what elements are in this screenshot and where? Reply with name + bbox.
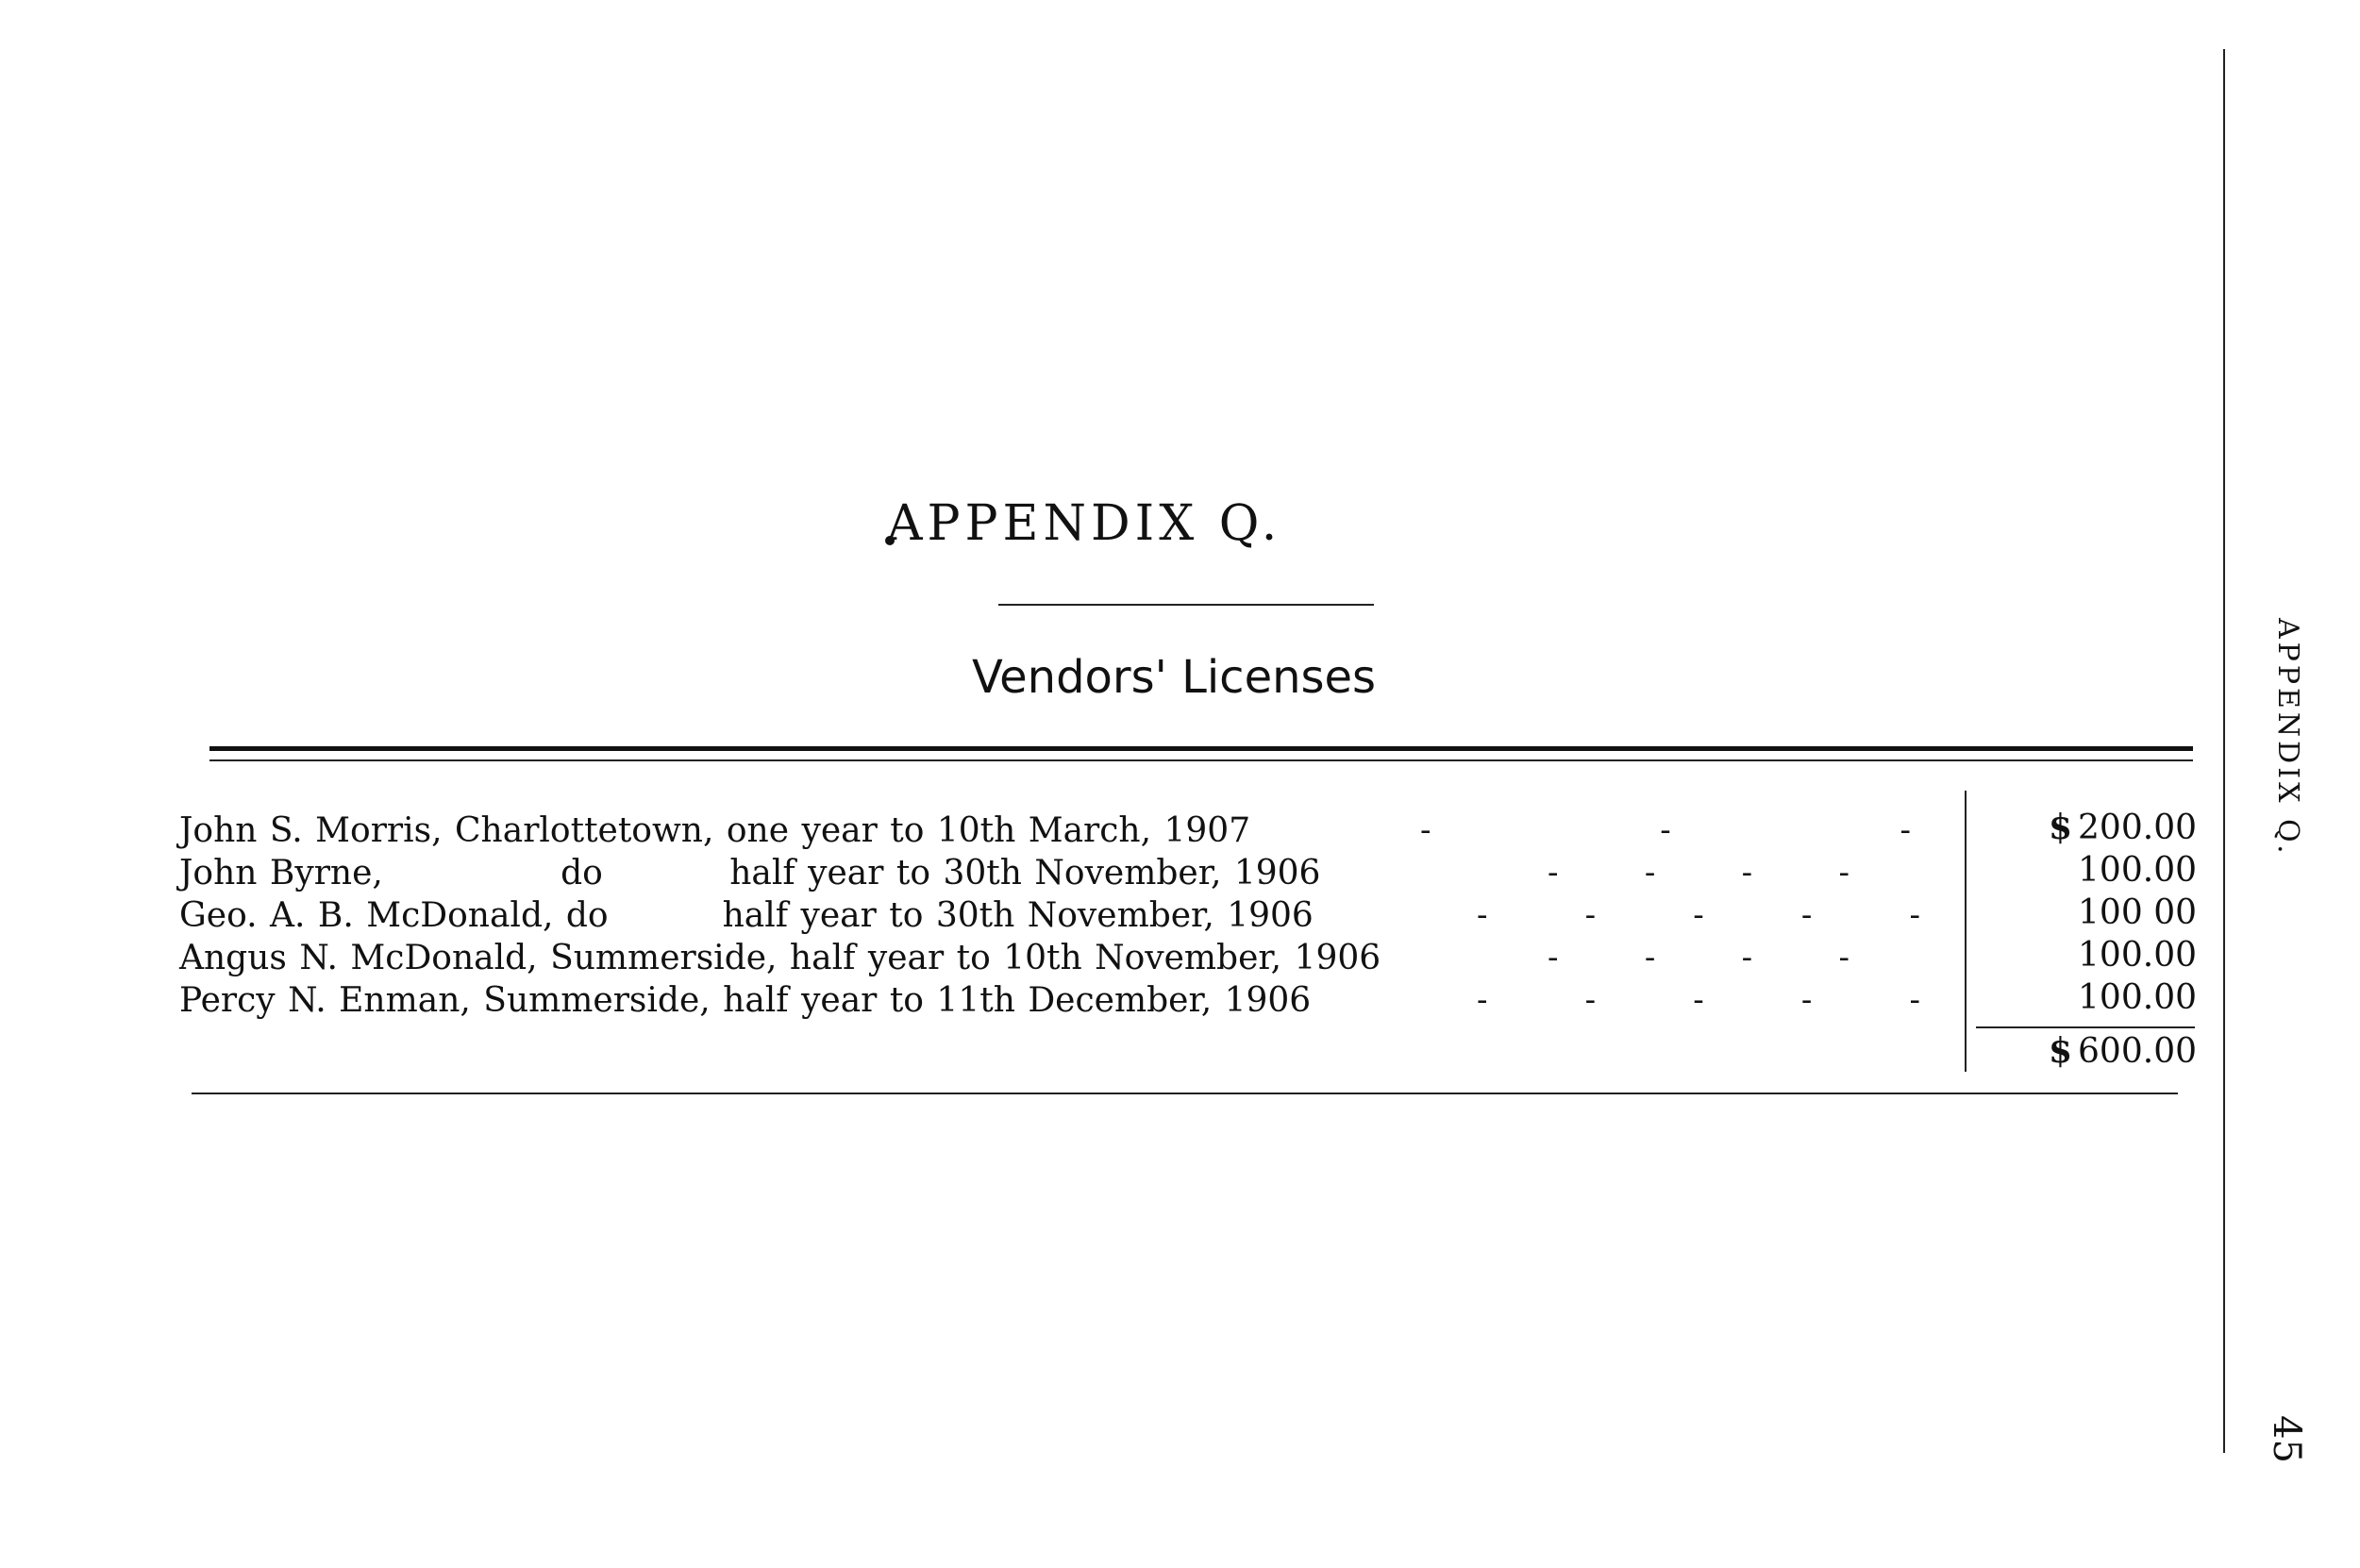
total-rule: [1976, 1026, 2195, 1028]
total-value: 600.00: [2078, 1032, 2197, 1071]
page-number: 45: [2265, 1415, 2308, 1463]
total-amount: [2049, 1030, 2197, 1073]
amount-value: 100.00: [2078, 978, 2197, 1017]
license-entry-description: Percy N. Enman, Summerside, half year to 11th December, 1906: [179, 981, 1312, 1020]
license-entry-description: John Byrne, do half year to 30th November, 1906: [179, 854, 1321, 892]
license-entry-description: Angus N. McDonald, Summerside, half year to 10th November, 1906: [179, 939, 1381, 977]
license-entry-description: Geo. A. B. McDonald, do half year to 30th November, 1906: [179, 896, 1314, 935]
currency-symbol: $: [2048, 808, 2073, 847]
running-title: APPENDIX Q.: [2271, 618, 2304, 858]
license-entry-amount: [2078, 976, 2197, 1019]
amount-value: 100 00: [2078, 893, 2197, 932]
license-entry-amount: [2078, 934, 2197, 976]
leader-dashes: - - - - -: [1477, 981, 1920, 1019]
license-entry-amount: [2078, 892, 2197, 934]
total-currency-symbol: $: [2048, 1031, 2073, 1071]
amount-value: 200.00: [2078, 809, 2197, 847]
leader-dashes: - - - -: [1548, 939, 1850, 976]
amount-column-divider: [1965, 791, 1967, 1072]
leader-dashes: - - - - -: [1477, 896, 1920, 934]
license-entry-amount: [2078, 849, 2197, 892]
license-entry-amount: [2049, 807, 2197, 849]
page-subtitle: Vendors' Licenses: [972, 651, 1377, 704]
margin-rule: [2223, 49, 2225, 1453]
table-top-rule-thin: [209, 759, 2193, 761]
leader-dashes: - - -: [1420, 811, 1911, 849]
table-bottom-rule: [192, 1093, 2178, 1094]
leader-dashes: - - - -: [1548, 854, 1850, 892]
license-entry-description: John S. Morris, Charlottetown, one year to 10th March, 1907: [179, 811, 1251, 850]
page-title: APPENDIX Q.: [887, 495, 1282, 552]
amount-value: 100.00: [2078, 851, 2197, 890]
title-rule: [998, 604, 1374, 606]
amount-value: 100.00: [2078, 936, 2197, 975]
table-top-rule-thick: [209, 746, 2193, 751]
